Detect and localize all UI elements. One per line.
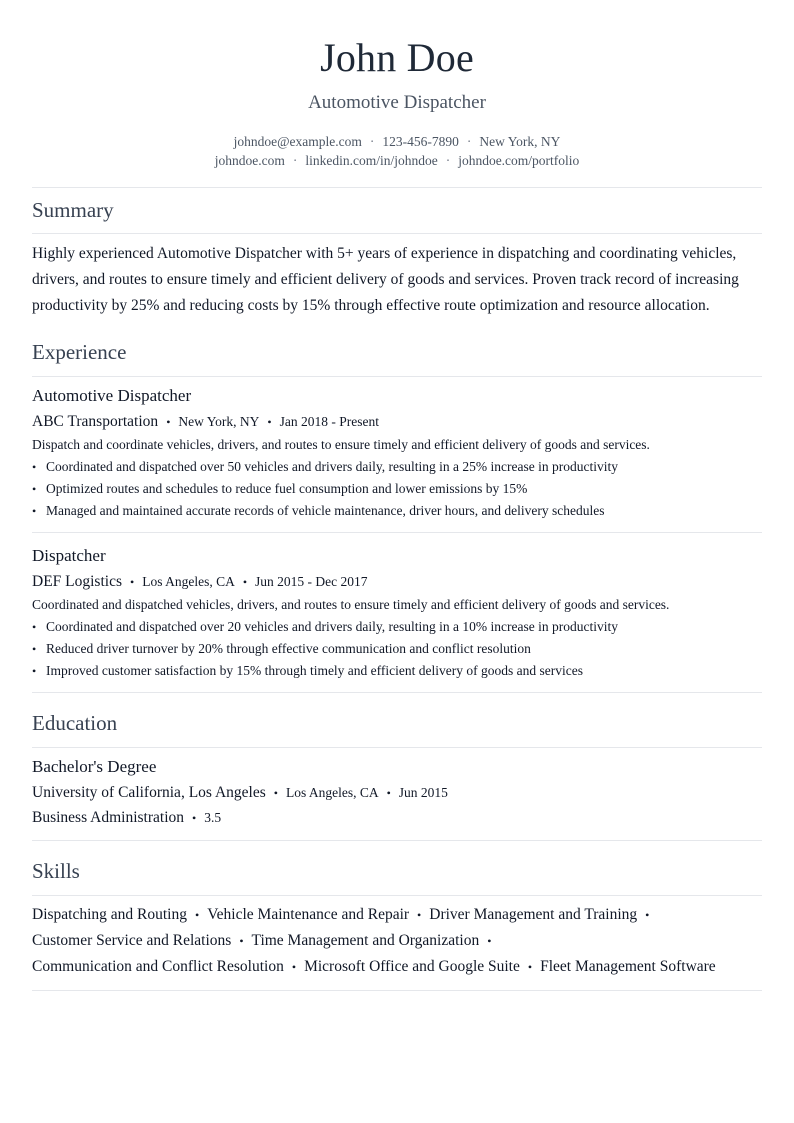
separator: · (369, 134, 375, 149)
candidate-name: John Doe (320, 35, 474, 80)
job-description: Coordinated and dispatched vehicles, drivers, and routes to ensure timely and efficient delivery of goods and services. (32, 597, 670, 612)
company-name: ABC Transportation (32, 413, 159, 430)
skills-heading: Skills (32, 859, 80, 883)
divider (32, 747, 762, 748)
job-dates: Jan 2018 - Present (279, 414, 379, 429)
achievement-list (32, 456, 762, 522)
graduation-date: Jun 2015 (398, 785, 448, 800)
bullet-separator: • (130, 575, 135, 589)
divider (32, 187, 762, 188)
divider (32, 233, 762, 234)
skills-line (32, 928, 762, 954)
location: New York, NY (479, 134, 561, 149)
list-item: • Coordinated and dispatched over 20 vehicles and drivers daily, resulting in a 10% increase in productivity (32, 616, 762, 638)
skill-item: Microsoft Office and Google Suite (304, 958, 520, 975)
job-title: Dispatcher (32, 546, 106, 565)
divider (32, 840, 762, 841)
skill-item: Vehicle Maintenance and Repair (207, 906, 410, 923)
bullet-separator: • (273, 786, 278, 800)
bullet-separator: • (417, 908, 422, 922)
bullet-separator: • (192, 811, 197, 825)
contact-line-2 (32, 151, 762, 170)
company-name: DEF Logistics (32, 573, 122, 590)
divider (32, 895, 762, 896)
separator: · (292, 153, 298, 168)
list-item: • Reduced driver turnover by 20% through effective communication and conflict resolution (32, 638, 762, 660)
portfolio-link[interactable]: johndoe.com/portfolio (458, 153, 580, 168)
experience-heading: Experience (32, 340, 127, 364)
school-meta (32, 782, 762, 804)
degree: Bachelor's Degree (32, 757, 157, 776)
list-item: • Coordinated and dispatched over 50 vehicles and drivers daily, resulting in a 25% increase in productivity (32, 456, 762, 478)
separator: · (445, 153, 451, 168)
field-meta (32, 807, 762, 829)
bullet-separator: • (195, 908, 200, 922)
skills-list (32, 902, 762, 980)
bullet-separator: • (239, 934, 244, 948)
bullet-separator: • (645, 908, 650, 922)
job-dates: Jun 2015 - Dec 2017 (255, 574, 368, 589)
education-entry (32, 756, 762, 829)
bullet-separator: • (386, 786, 391, 800)
bullet-separator: • (242, 575, 248, 589)
skill-item: Fleet Management Software (540, 958, 716, 975)
bullet-separator: • (527, 960, 533, 974)
summary-text: Highly experienced Automotive Dispatcher with 5+ years of experience in dispatching and coordinating vehicles, drivers, and routes to ensure timely and efficient delivery of goods and services. Proven track record of increasing productivity by 25% and reducing costs by 15% through effective route optimization and resource allocation. (32, 245, 739, 314)
list-item: • Optimized routes and schedules to reduce fuel consumption and lower emissions by 15% (32, 478, 762, 500)
divider (32, 532, 762, 533)
job-entry (32, 545, 762, 682)
field-of-study: Business Administration (32, 809, 184, 826)
email-link[interactable]: johndoe@example.com (233, 134, 362, 149)
skills-line (32, 954, 762, 980)
gpa: 3.5 (204, 810, 222, 825)
contact-line-1 (32, 132, 762, 151)
website-link[interactable]: johndoe.com (214, 153, 285, 168)
list-item: • Managed and maintained accurate records of vehicle maintenance, driver hours, and delivery schedules (32, 500, 762, 522)
skill-item: Communication and Conflict Resolution (32, 958, 284, 975)
linkedin-link[interactable]: linkedin.com/in/johndoe (305, 153, 438, 168)
achievement-list (32, 616, 762, 682)
divider (32, 692, 762, 693)
skill-item: Customer Service and Relations (32, 932, 232, 949)
divider (32, 990, 762, 991)
bullet-separator: • (166, 415, 171, 429)
resume-header (32, 0, 762, 170)
phone-number: 123-456-7890 (382, 134, 459, 149)
skill-item: Time Management and Organization (251, 932, 480, 949)
candidate-title: Automotive Dispatcher (308, 92, 486, 113)
job-description: Dispatch and coordinate vehicles, drivers, and routes to ensure timely and efficient delivery of goods and services. (32, 437, 650, 452)
separator: · (466, 134, 472, 149)
school-location: Los Angeles, CA (285, 785, 379, 800)
divider (32, 376, 762, 377)
skill-item: Driver Management and Training (429, 906, 638, 923)
skills-line (32, 902, 762, 928)
job-title: Automotive Dispatcher (32, 386, 192, 405)
job-meta (32, 411, 762, 433)
job-location: New York, NY (178, 414, 260, 429)
list-item: • Improved customer satisfaction by 15% through timely and efficient delivery of goods and services (32, 660, 762, 682)
summary-heading: Summary (32, 198, 114, 222)
bullet-separator: • (487, 934, 492, 948)
job-location: Los Angeles, CA (142, 574, 235, 589)
job-entry (32, 385, 762, 522)
school-name: University of California, Los Angeles (32, 784, 266, 801)
job-meta (32, 571, 762, 593)
bullet-separator: • (267, 415, 272, 429)
education-heading: Education (32, 711, 118, 735)
skill-item: Dispatching and Routing (32, 906, 187, 923)
bullet-separator: • (291, 960, 297, 974)
